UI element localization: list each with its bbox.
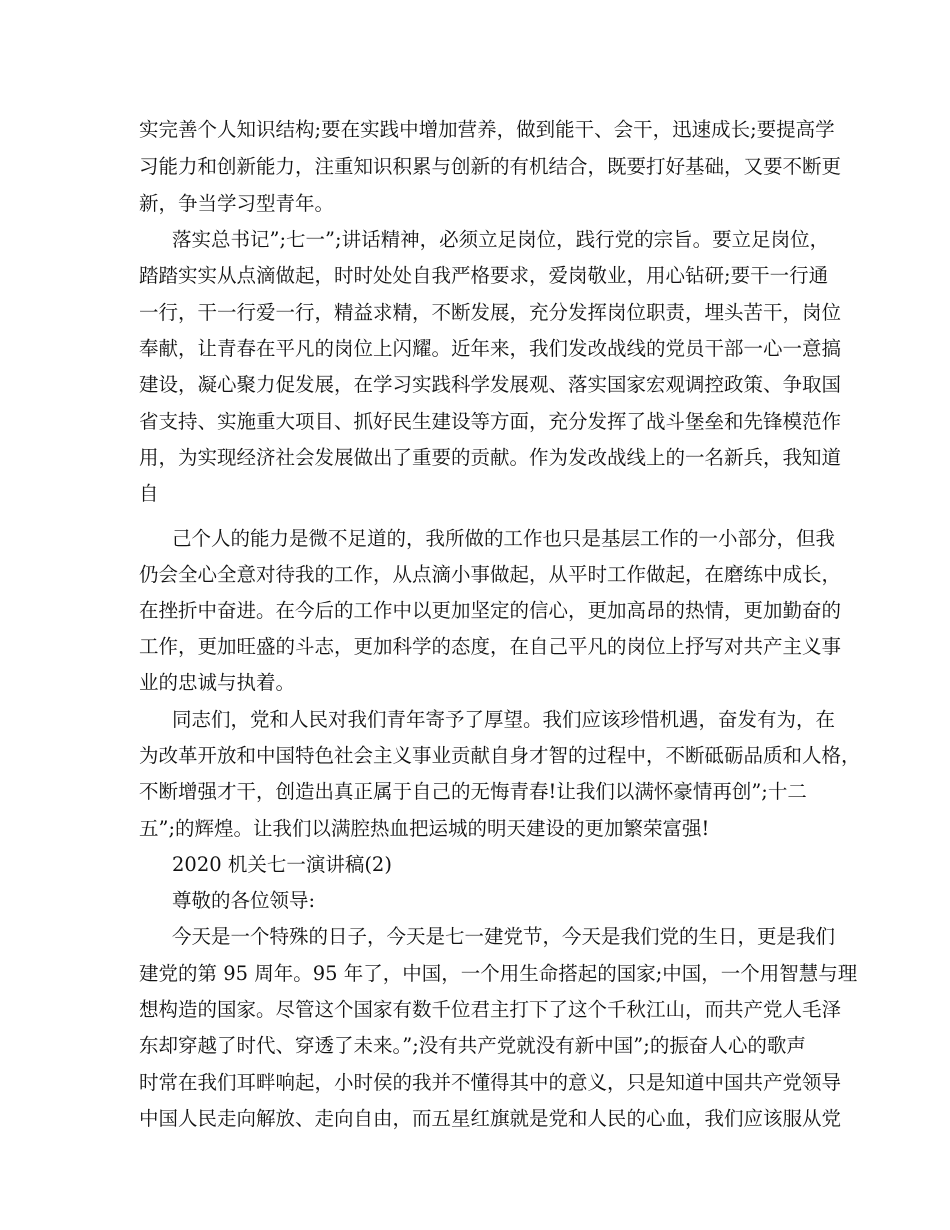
text-line: 时常在我们耳畔响起，小时侯的我并不懂得其中的意义，只是知道中国共产党领导 xyxy=(139,1071,842,1094)
text-line: 奉献，让青春在平凡的岗位上闪耀。近年来，我们发改战线的党员干部一心一意搞 xyxy=(139,337,842,360)
text-line: 不断增强才干，创造出真正属于自己的无悔青春!让我们以满怀豪情再创”;十二 xyxy=(139,780,807,803)
text-line: 自 xyxy=(139,482,159,505)
text-line: 建党的第 95 周年。95 年了，中国，一个用生命搭起的国家;中国，一个用智慧与理 xyxy=(139,962,858,985)
text-line: 用，为实现经济社会发展做出了重要的贡献。作为发改战线上的一名新兵，我知道 xyxy=(139,446,842,469)
text-line: 在挫折中奋进。在今后的工作中以更加坚定的信心，更加高昂的热情，更加勤奋的 xyxy=(139,599,842,622)
text-line: 五”;的辉煌。让我们以满腔热血把运城的明天建设的更加繁荣富强! xyxy=(139,817,710,840)
text-line: 想构造的国家。尽管这个国家有数千位君主打下了这个千秋江山，而共产党人毛泽 xyxy=(139,998,842,1021)
text-line: 建设，凝心聚力促发展，在学习实践科学发展观、落实国家宏观调控政策、争取国 xyxy=(139,373,842,396)
text-line: 己个人的能力是微不足道的，我所做的工作也只是基层工作的一小部分，但我 xyxy=(172,527,836,550)
text-line: 习能力和创新能力，注重知识积累与创新的有机结合，既要打好基础，又要不断更 xyxy=(139,155,842,178)
text-line: 仍会全心全意对待我的工作，从点滴小事做起，从平时工作做起，在磨练中成长， xyxy=(139,563,842,586)
salutation: 尊敬的各位领导: xyxy=(172,889,316,912)
text-line: 省支持、实施重大项目、抓好民生建设等方面，充分发挥了战斗堡垒和先锋模范作 xyxy=(139,410,842,433)
text-line: 踏踏实实从点滴做起，时时处处自我严格要求，爱岗敬业，用心钻研;要干一行通 xyxy=(139,264,829,287)
text-line: 业的忠诚与执着。 xyxy=(139,671,296,694)
text-line: 为改革开放和中国特色社会主义事业贡献自身才智的过程中，不断砥砺品质和人格， xyxy=(139,744,861,767)
text-line: 实完善个人知识结构;要在实践中增加营养，做到能干、会干，迅速成长;要提高学 xyxy=(139,118,835,141)
text-line: 同志们，党和人民对我们青年寄予了厚望。我们应该珍惜机遇，奋发有为，在 xyxy=(172,708,836,731)
text-line: 落实总书记”;七一”;讲话精神，必须立足岗位，践行党的宗旨。要立足岗位， xyxy=(172,228,830,251)
text-line: 东却穿越了时代、穿透了未来。”;没有共产党就没有新中国”;的振奋人心的歌声 xyxy=(139,1034,806,1057)
text-line: 今天是一个特殊的日子，今天是七一建党节，今天是我们党的生日，更是我们 xyxy=(172,925,836,948)
text-line: 一行，干一行爱一行，精益求精，不断发展，充分发挥岗位职责，埋头苦干，岗位 xyxy=(139,301,842,324)
text-line: 工作，更加旺盛的斗志，更加科学的态度，在自己平凡的岗位上抒写对共产主义事 xyxy=(139,635,842,658)
section-heading: 2020 机关七一演讲稿(2) xyxy=(172,853,392,876)
text-line: 中国人民走向解放、走向自由，而五星红旗就是党和人民的心血，我们应该服从党 xyxy=(139,1107,842,1130)
text-line: 新，争当学习型青年。 xyxy=(139,192,335,215)
